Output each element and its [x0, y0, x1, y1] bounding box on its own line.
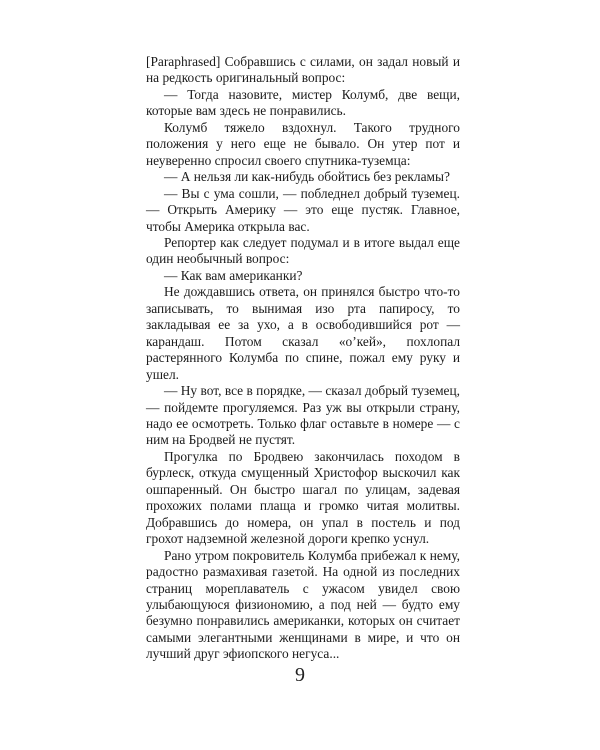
- paragraph: — Тогда назовите, мистер Колумб, две вещи, которые вам здесь не понравились.: [146, 86, 460, 119]
- paragraph: Рано утром покровитель Колумба прибежал к нему, радостно размахивая газетой. На одной из последних страниц мореплаватель с ужасом увидел свою улыбающуюся физиономию, а под ней — будто ему безумно понравились американки, которых он считает самыми элегантными женщинами в мире, и что он лучший друг эфиопского негуса...: [146, 547, 460, 662]
- paragraph: Репортер как следует подумал и в итоге выдал еще один необычный вопрос:: [146, 234, 460, 267]
- paragraph: — Как вам американки?: [164, 267, 303, 283]
- paragraph: Колумб тяжело вздохнул. Такого трудного положения у него еще не бывало. Он утер пот и неуверенно спросил своего спутника-туземца:: [146, 119, 460, 168]
- page-number: 9: [295, 664, 305, 686]
- paragraph: [Paraphrased] Собравшись с силами, он задал новый и на редкость оригинальный вопрос:: [146, 54, 460, 86]
- paragraph: — А нельзя ли как-нибудь обойтись без рекламы?: [164, 169, 450, 185]
- paragraph: Прогулка по Бродвею закончилась походом в бурлеск, откуда смущенный Христофор выскочил как ошпаренный. Он быстро шагал по улицам, задевая прохожих полами плаща и громко читая молитвы. Добравшись до номера, он упал в постель и под грохот надземной железной дороги крепко уснул.: [146, 448, 460, 547]
- paragraph: — Вы с ума сошли, — побледнел добрый туземец. — Открыть Америку — это еще пустяк. Главное, чтобы Америка открыла вас.: [146, 185, 460, 234]
- body-text: [146, 54, 460, 663]
- paragraph: Не дождавшись ответа, он принялся быстро что-то записывать, то вынимая изо рта папиросу, то закладывая ее за ухо, а в освободившийся рот — карандаш. Потом сказал «о’кей», похлопал растерянного Колумба по спине, пожал ему руку и ушел.: [146, 284, 460, 382]
- paragraph: — Ну вот, все в порядке, — сказал добрый туземец, — пойдемте прогуляемся. Раз уж вы открыли страну, надо ее осмотреть. Только флаг оставьте в номере — с ним на Бродвей не пустят.: [146, 383, 460, 448]
